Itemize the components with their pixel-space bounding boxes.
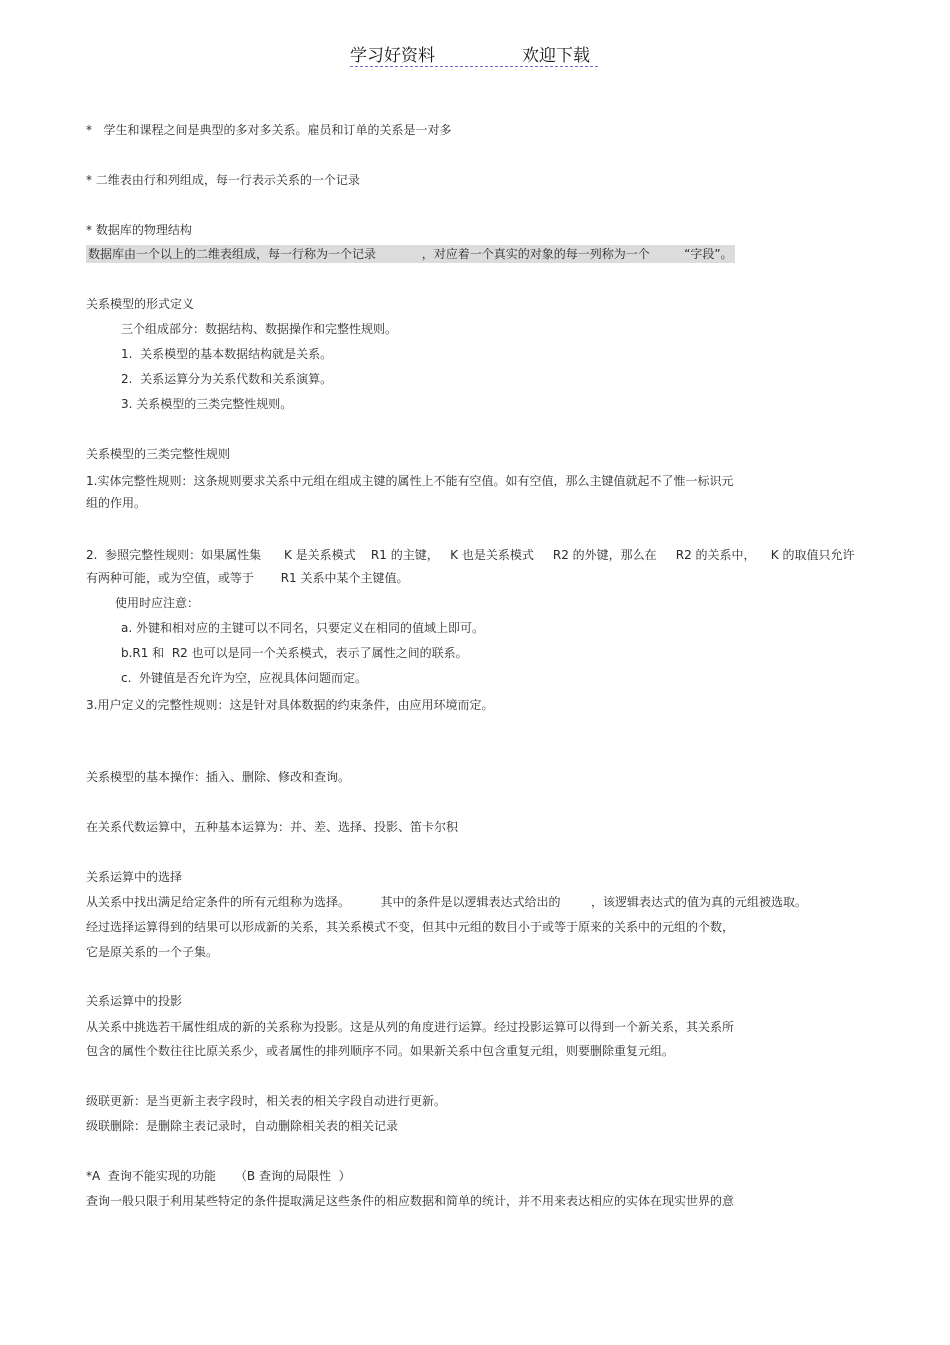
selection-definition: 从关系中找出满足给定条件的所有元组称为选择。 其中的条件是以逻辑表达式给出的 ，该逻辑表达式的值为真的元组被选取。 — [86, 895, 808, 909]
page-header — [350, 40, 598, 67]
list-item: c. 外键值是否允许为空，应视具体问题而定。 — [121, 671, 368, 685]
five-basic-operations: 在关系代数运算中，五种基本运算为：并、差、选择、投影、笛卡尔积 — [86, 820, 459, 834]
section-heading-formal-definition: 关系模型的形式定义 — [86, 297, 195, 311]
referential-integrity-rule-cont: 有两种可能，或为空值，或等于 R1 关系中某个主键值。 — [86, 571, 409, 585]
projection-definition: 从关系中挑选若干属性组成的新的关系称为投影。这是从列的角度进行运算。经过投影运算可以得到一个新关系，其关系所 — [86, 1020, 735, 1034]
usage-notes-heading: 使用时应注意： — [115, 596, 200, 610]
highlighted-db-definition: 数据库由一个以上的二维表组成，每一行称为一个记录 ，对应着一个真实的对象的每一列称为一个 “字段”。 — [88, 247, 733, 261]
list-item: 3. 关系模型的三类完整性规则。 — [121, 397, 293, 411]
cascade-update: 级联更新：是当更新主表字段时，相关表的相关字段自动进行更新。 — [86, 1094, 447, 1108]
query-limitations-heading: *A 查询不能实现的功能 （B 查询的局限性 ） — [86, 1169, 351, 1183]
selection-result: 经过选择运算得到的结果可以形成新的关系，其关系模式不变，但其中元组的数目小于或等于原来的关系中的元组的个数， — [86, 920, 735, 934]
list-item: a. 外键和相对应的主键可以不同名，只要定义在相同的值域上即可。 — [121, 621, 484, 635]
query-limitations-text: 查询一般只限于利用某些特定的条件提取满足这些条件的相应数据和简单的统计，并不用来表达相应的实体在现实世界的意 — [86, 1194, 735, 1208]
bullet-many-to-many: * 学生和课程之间是典型的多对多关系。雇员和订单的关系是一对多 — [86, 123, 452, 137]
selection-subset: 它是原关系的一个子集。 — [86, 945, 219, 959]
section-heading-projection: 关系运算中的投影 — [86, 994, 183, 1008]
list-item: 1. 关系模型的基本数据结构就是关系。 — [121, 347, 333, 361]
entity-integrity-rule: 1.实体完整性规则：这条规则要求关系中元组在组成主键的属性上不能有空值。如有空值，那么主键值就起不了惟一标识元 — [86, 474, 734, 488]
user-defined-integrity-rule: 3.用户定义的完整性规则：这是针对具体数据的约束条件，由应用环境而定。 — [86, 698, 494, 712]
referential-integrity-rule: 2. 参照完整性规则：如果属性集 K 是关系模式 R1 的主键， K 也是关系模式 R2 的外键，那么在 R2 的关系中， K 的取值只允许 — [86, 548, 855, 562]
header-right-text: 欢迎下载 — [522, 46, 590, 66]
cascade-delete: 级联删除：是删除主表记录时，自动删除相关表的相关记录 — [86, 1119, 399, 1133]
bullet-2d-table: * 二维表由行和列组成，每一行表示关系的一个记录 — [86, 173, 360, 187]
entity-integrity-rule-cont: 组的作用。 — [86, 496, 147, 510]
list-item: b.R1 和 R2 也可以是同一个关系模式，表示了属性之间的联系。 — [121, 646, 468, 660]
header-left-text: 学习好资料 — [350, 46, 435, 66]
bullet-physical-structure: * 数据库的物理结构 — [86, 223, 192, 237]
three-components: 三个组成部分：数据结构、数据操作和完整性规则。 — [121, 322, 398, 336]
basic-operations: 关系模型的基本操作：插入、删除、修改和查询。 — [86, 770, 351, 784]
list-item: 2. 关系运算分为关系代数和关系演算。 — [121, 372, 333, 386]
section-heading-selection: 关系运算中的选择 — [86, 870, 183, 884]
section-heading-integrity-rules: 关系模型的三类完整性规则 — [86, 447, 231, 461]
projection-attributes: 包含的属性个数往往比原关系少，或者属性的排列顺序不同。如果新关系中包含重复元组，则要删除重复元组。 — [86, 1044, 675, 1058]
